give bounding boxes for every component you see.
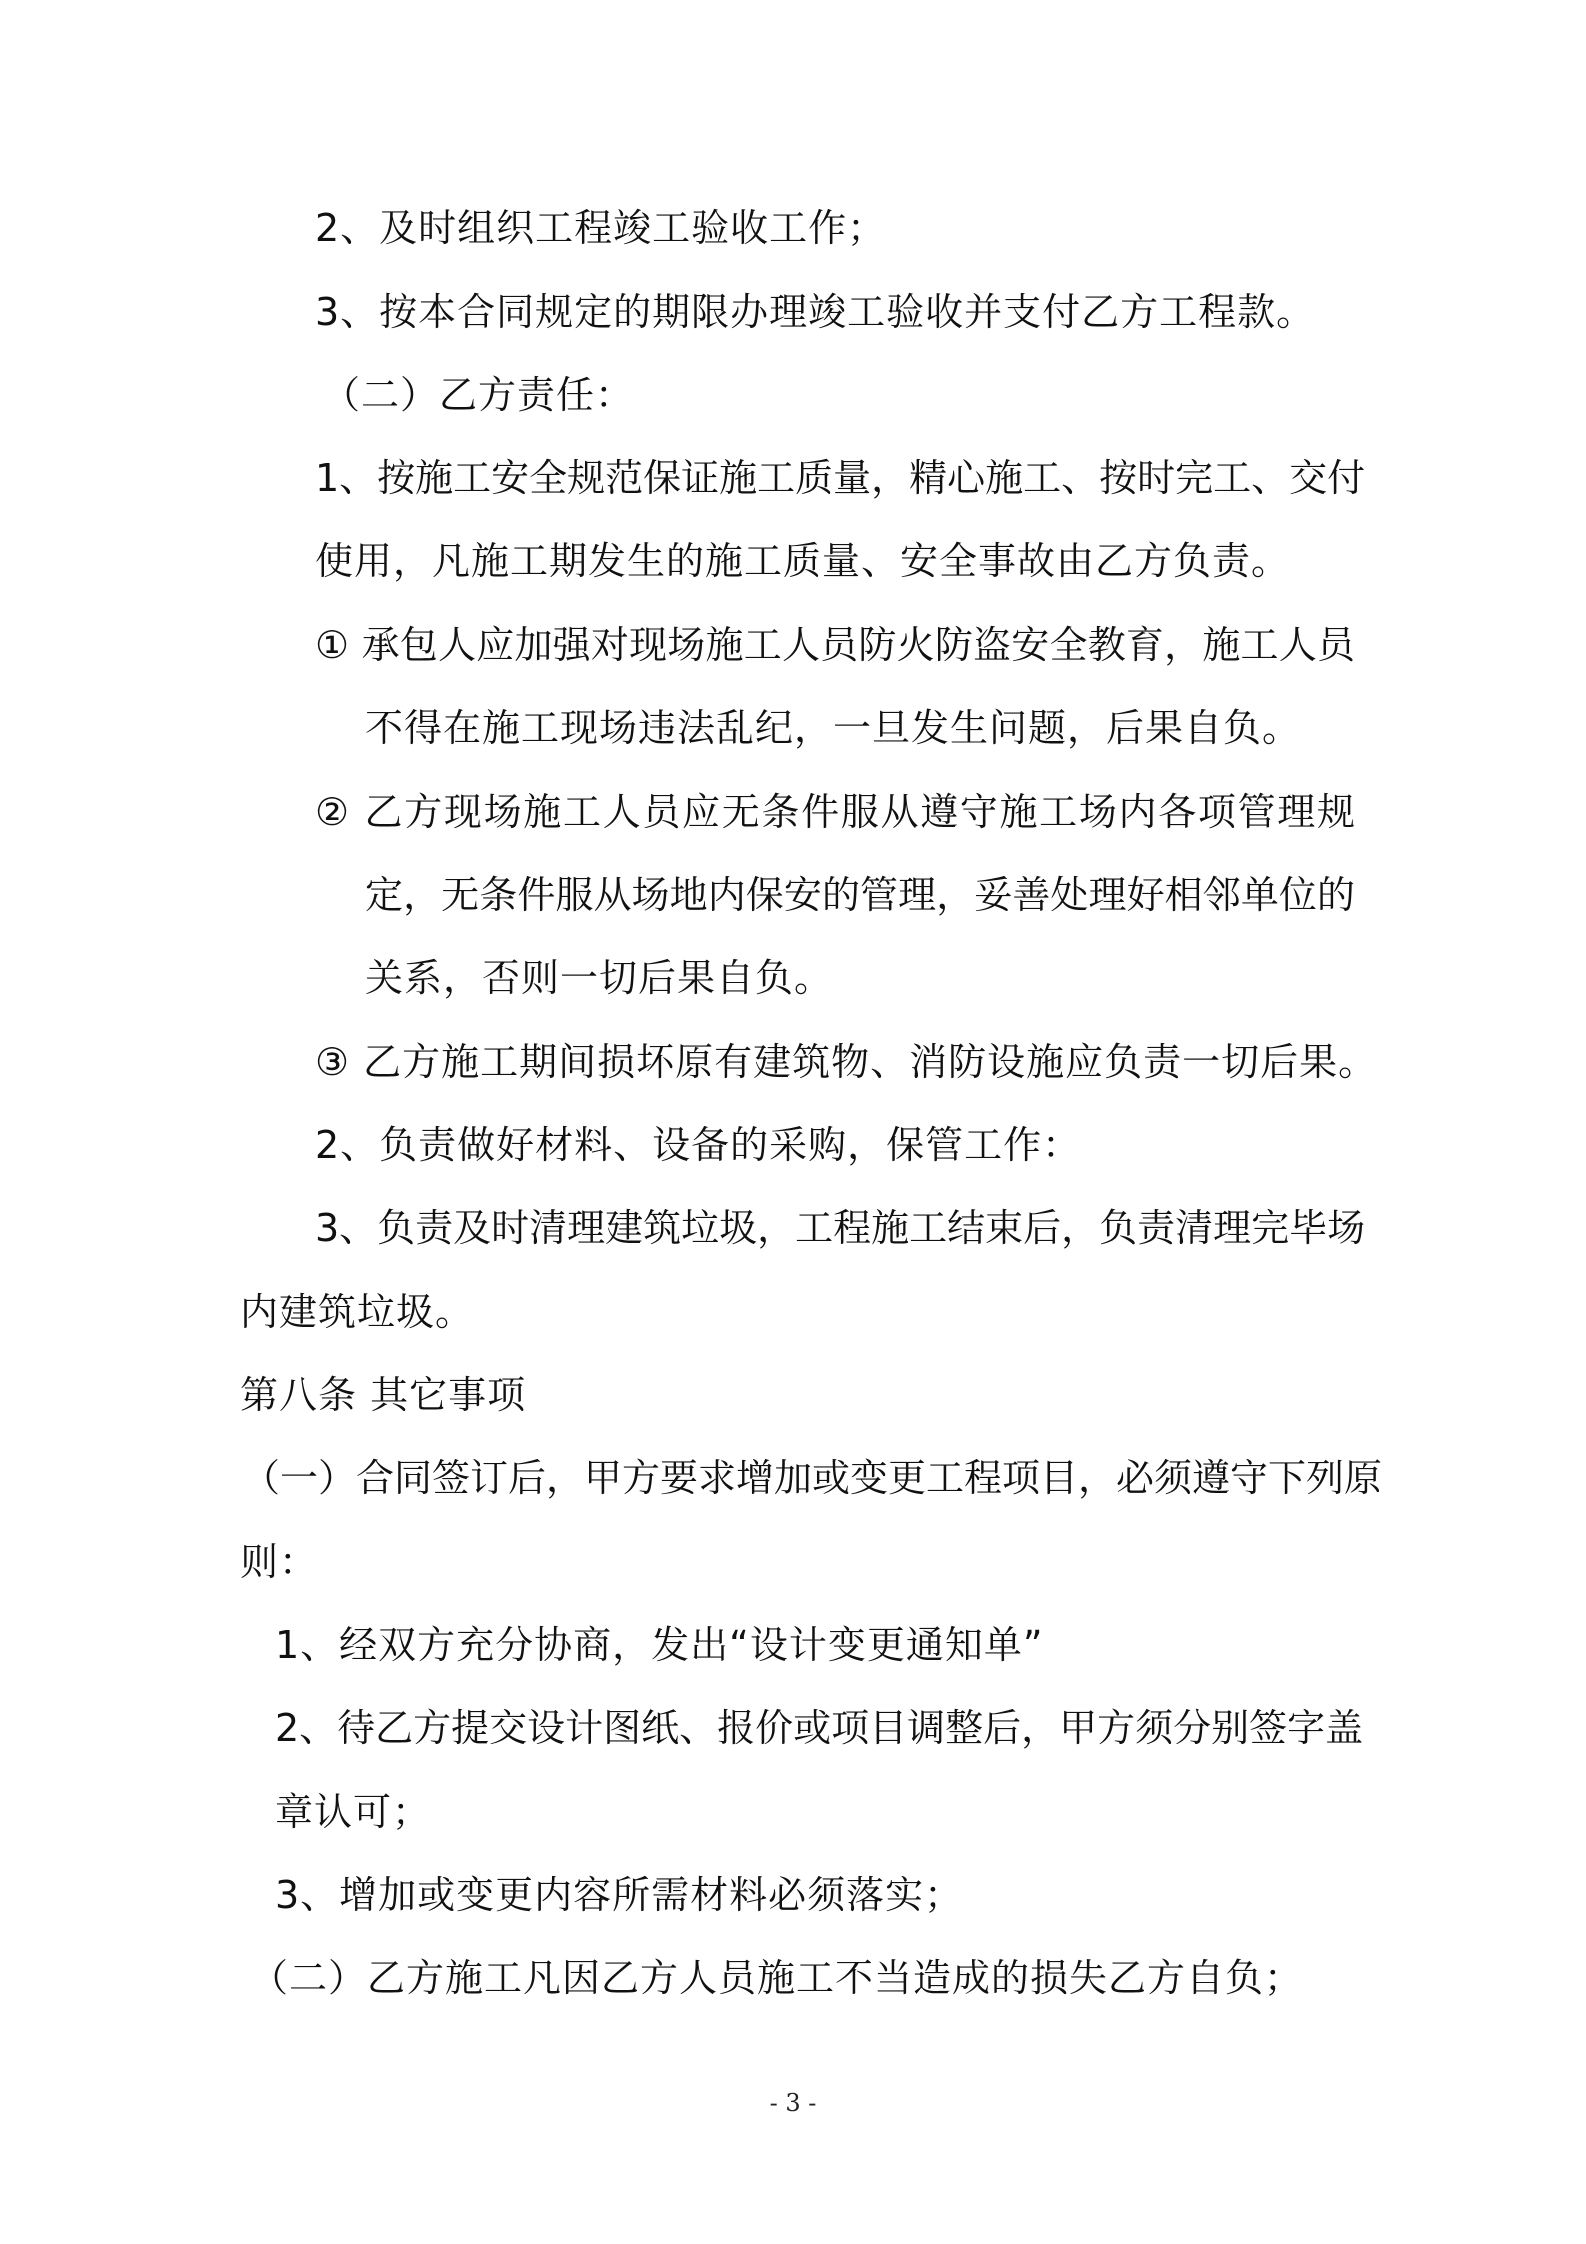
paragraph-line: （一）合同签订后，甲方要求增加或变更工程项目，必须遵守下列原 — [242, 1456, 1383, 1500]
paragraph-line: 2、负责做好材料、设备的采购，保管工作： — [315, 1123, 1082, 1167]
list-item-line: 1、经双方充分协商，发出“设计变更通知单” — [275, 1623, 1044, 1667]
article-heading: 第八条 其它事项 — [240, 1373, 527, 1417]
paragraph-line: 1、按施工安全规范保证施工质量，精心施工、按时完工、交付 — [315, 456, 1366, 500]
paragraph-line: 3、按本合同规定的期限办理竣工验收并支付乙方工程款。 — [315, 290, 1316, 334]
list-item-line: 2、待乙方提交设计图纸、报价或项目调整后，甲方须分别签字盖 — [275, 1706, 1364, 1750]
paragraph-line: 3、负责及时清理建筑垃圾，工程施工结束后，负责清理完毕场 — [315, 1206, 1366, 1250]
paragraph-line: 内建筑垃圾。 — [240, 1290, 475, 1334]
list-item-line: 3、增加或变更内容所需材料必须落实； — [275, 1873, 964, 1917]
section-heading: （二）乙方责任： — [322, 373, 635, 417]
list-item-line: 不得在施工现场违法乱纪，一旦发生问题，后果自负。 — [365, 706, 1302, 750]
list-item-line: ③ 乙方施工期间损坏原有建筑物、消防设施应负责一切后果。 — [315, 1040, 1378, 1084]
paragraph-line: （二）乙方施工凡因乙方人员施工不当造成的损失乙方自负； — [250, 1956, 1304, 2000]
list-item-line: 关系，否则一切后果自负。 — [365, 956, 834, 1000]
list-item-line: 章认可； — [275, 1790, 432, 1834]
list-item-line: ② 乙方现场施工人员应无条件服从遵守施工场内各项管理规 — [315, 790, 1355, 834]
page-number: - 3 - — [769, 2089, 817, 2117]
list-item-line: ① 承包人应加强对现场施工人员防火防盗安全教育，施工人员 — [315, 623, 1355, 667]
list-item-line: 定，无条件服从场地内保安的管理，妥善处理好相邻单位的 — [365, 873, 1355, 917]
paragraph-line: 使用，凡施工期发生的施工质量、安全事故由乙方负责。 — [315, 539, 1291, 583]
paragraph-line: 则： — [240, 1540, 319, 1584]
paragraph-line: 2、及时组织工程竣工验收工作； — [315, 206, 887, 250]
